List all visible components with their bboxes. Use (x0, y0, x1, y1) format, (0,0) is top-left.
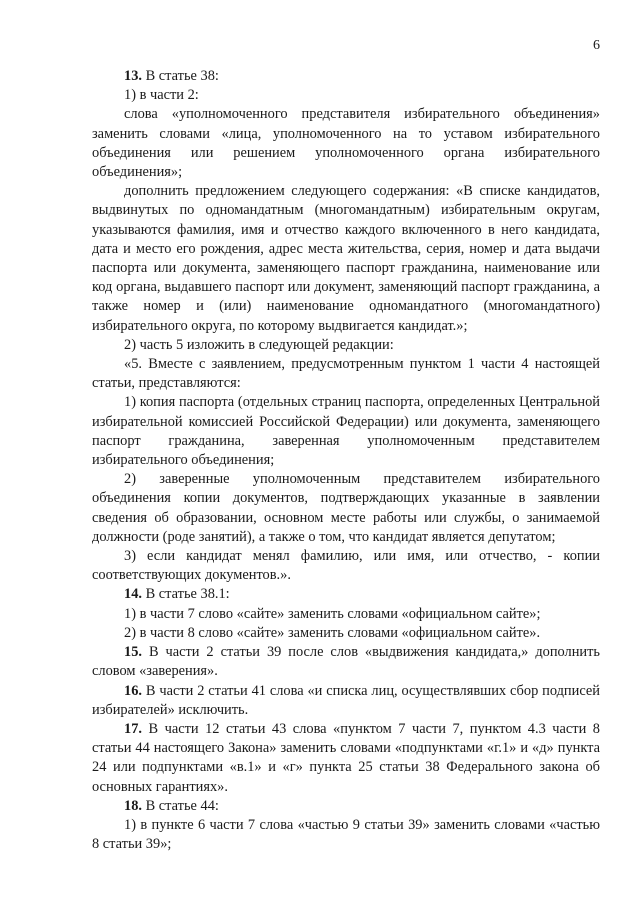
paragraph: 1) в части 2: (124, 87, 199, 104)
paragraph: дополнить предложением следующего содержания: «В списке кандидатов, выдвинутых по одномандатным (многомандатным) избирательным округам, указываются фамилия, имя и отчество каждого включенного в него кандидата, дата и место его рождения, адрес места жительства, серия, номер и дата выдачи паспорта или документа, заменяющего паспорт гражданина, наименование или код органа, выдавшего паспорт или документ, заменяющий паспорт гражданина, а также номер и (или) наименование одномандатного (многомандатного) избирательного округа, по которому выдвигается кандидат.»; (92, 183, 600, 334)
paragraph-15: 15. В части 2 статьи 39 после слов «выдвижения кандидата,» дополнить словом «заверения». (92, 644, 600, 680)
paragraph-13-heading: 13. В статье 38: (124, 68, 219, 84)
paragraph: 1) в части 7 слово «сайте» заменить словами «официальном сайте»; (124, 605, 541, 622)
paragraph-17: 17. В части 12 статьи 43 слова «пунктом 7 части 7, пунктом 4.3 части 8 статьи 44 настоящего Закона» заменить словами «подпунктами «г.1» и «д» пункта 24 или подпунктами «в.1» и «г» пункта 25 статьи 38 Федерального закона об основных гарантиях». (92, 720, 600, 795)
paragraph: 2) заверенные уполномоченным представителем избирательного объединения копии документов, подтверждающих указанные в заявлении сведения об образовании, основном месте работы или службы, о занимаемой должности (роде занятий), а также о том, что кандидат является депутатом; (92, 471, 600, 545)
paragraph: 3) если кандидат менял фамилию, или имя, или отчество, - копии соответствующих документов.». (92, 548, 600, 584)
paragraph-14-heading: 14. В статье 38.1: (124, 586, 230, 603)
paragraph: 2) часть 5 изложить в следующей редакции: (124, 336, 394, 353)
paragraph-18-heading: 18. В статье 44: (124, 797, 219, 814)
paragraph: 1) в пункте 6 части 7 слова «частью 9 статьи 39» заменить словами «частью 8 статьи 39»; (92, 816, 600, 853)
paragraph: 2) в части 8 слово «сайте» заменить словами «официальном сайте». (124, 624, 541, 641)
paragraph: слова «уполномоченного представителя избирательного объединения» заменить словами «лица, уполномоченного на то уставом избирательного объединения или решением уполномоченного органа избирательного объединения»; (92, 106, 600, 181)
paragraph-16: 16. В части 2 статьи 41 слова «и списка лиц, осуществлявших сбор подписей избирателей» исключить. (92, 682, 600, 718)
paragraph: «5. Вместе с заявлением, предусмотренным пунктом 1 части 4 настоящей статьи, представляются: (92, 356, 600, 392)
document-body (92, 67, 600, 854)
page-number: 6 (593, 38, 600, 53)
paragraph: 1) копия паспорта (отдельных страниц паспорта, определенных Центральной избирательной комиссией Российской Федерации) или документа, заменяющего паспорт гражданина, заверенная уполномоченным представителем избирательного объединения; (92, 394, 600, 469)
